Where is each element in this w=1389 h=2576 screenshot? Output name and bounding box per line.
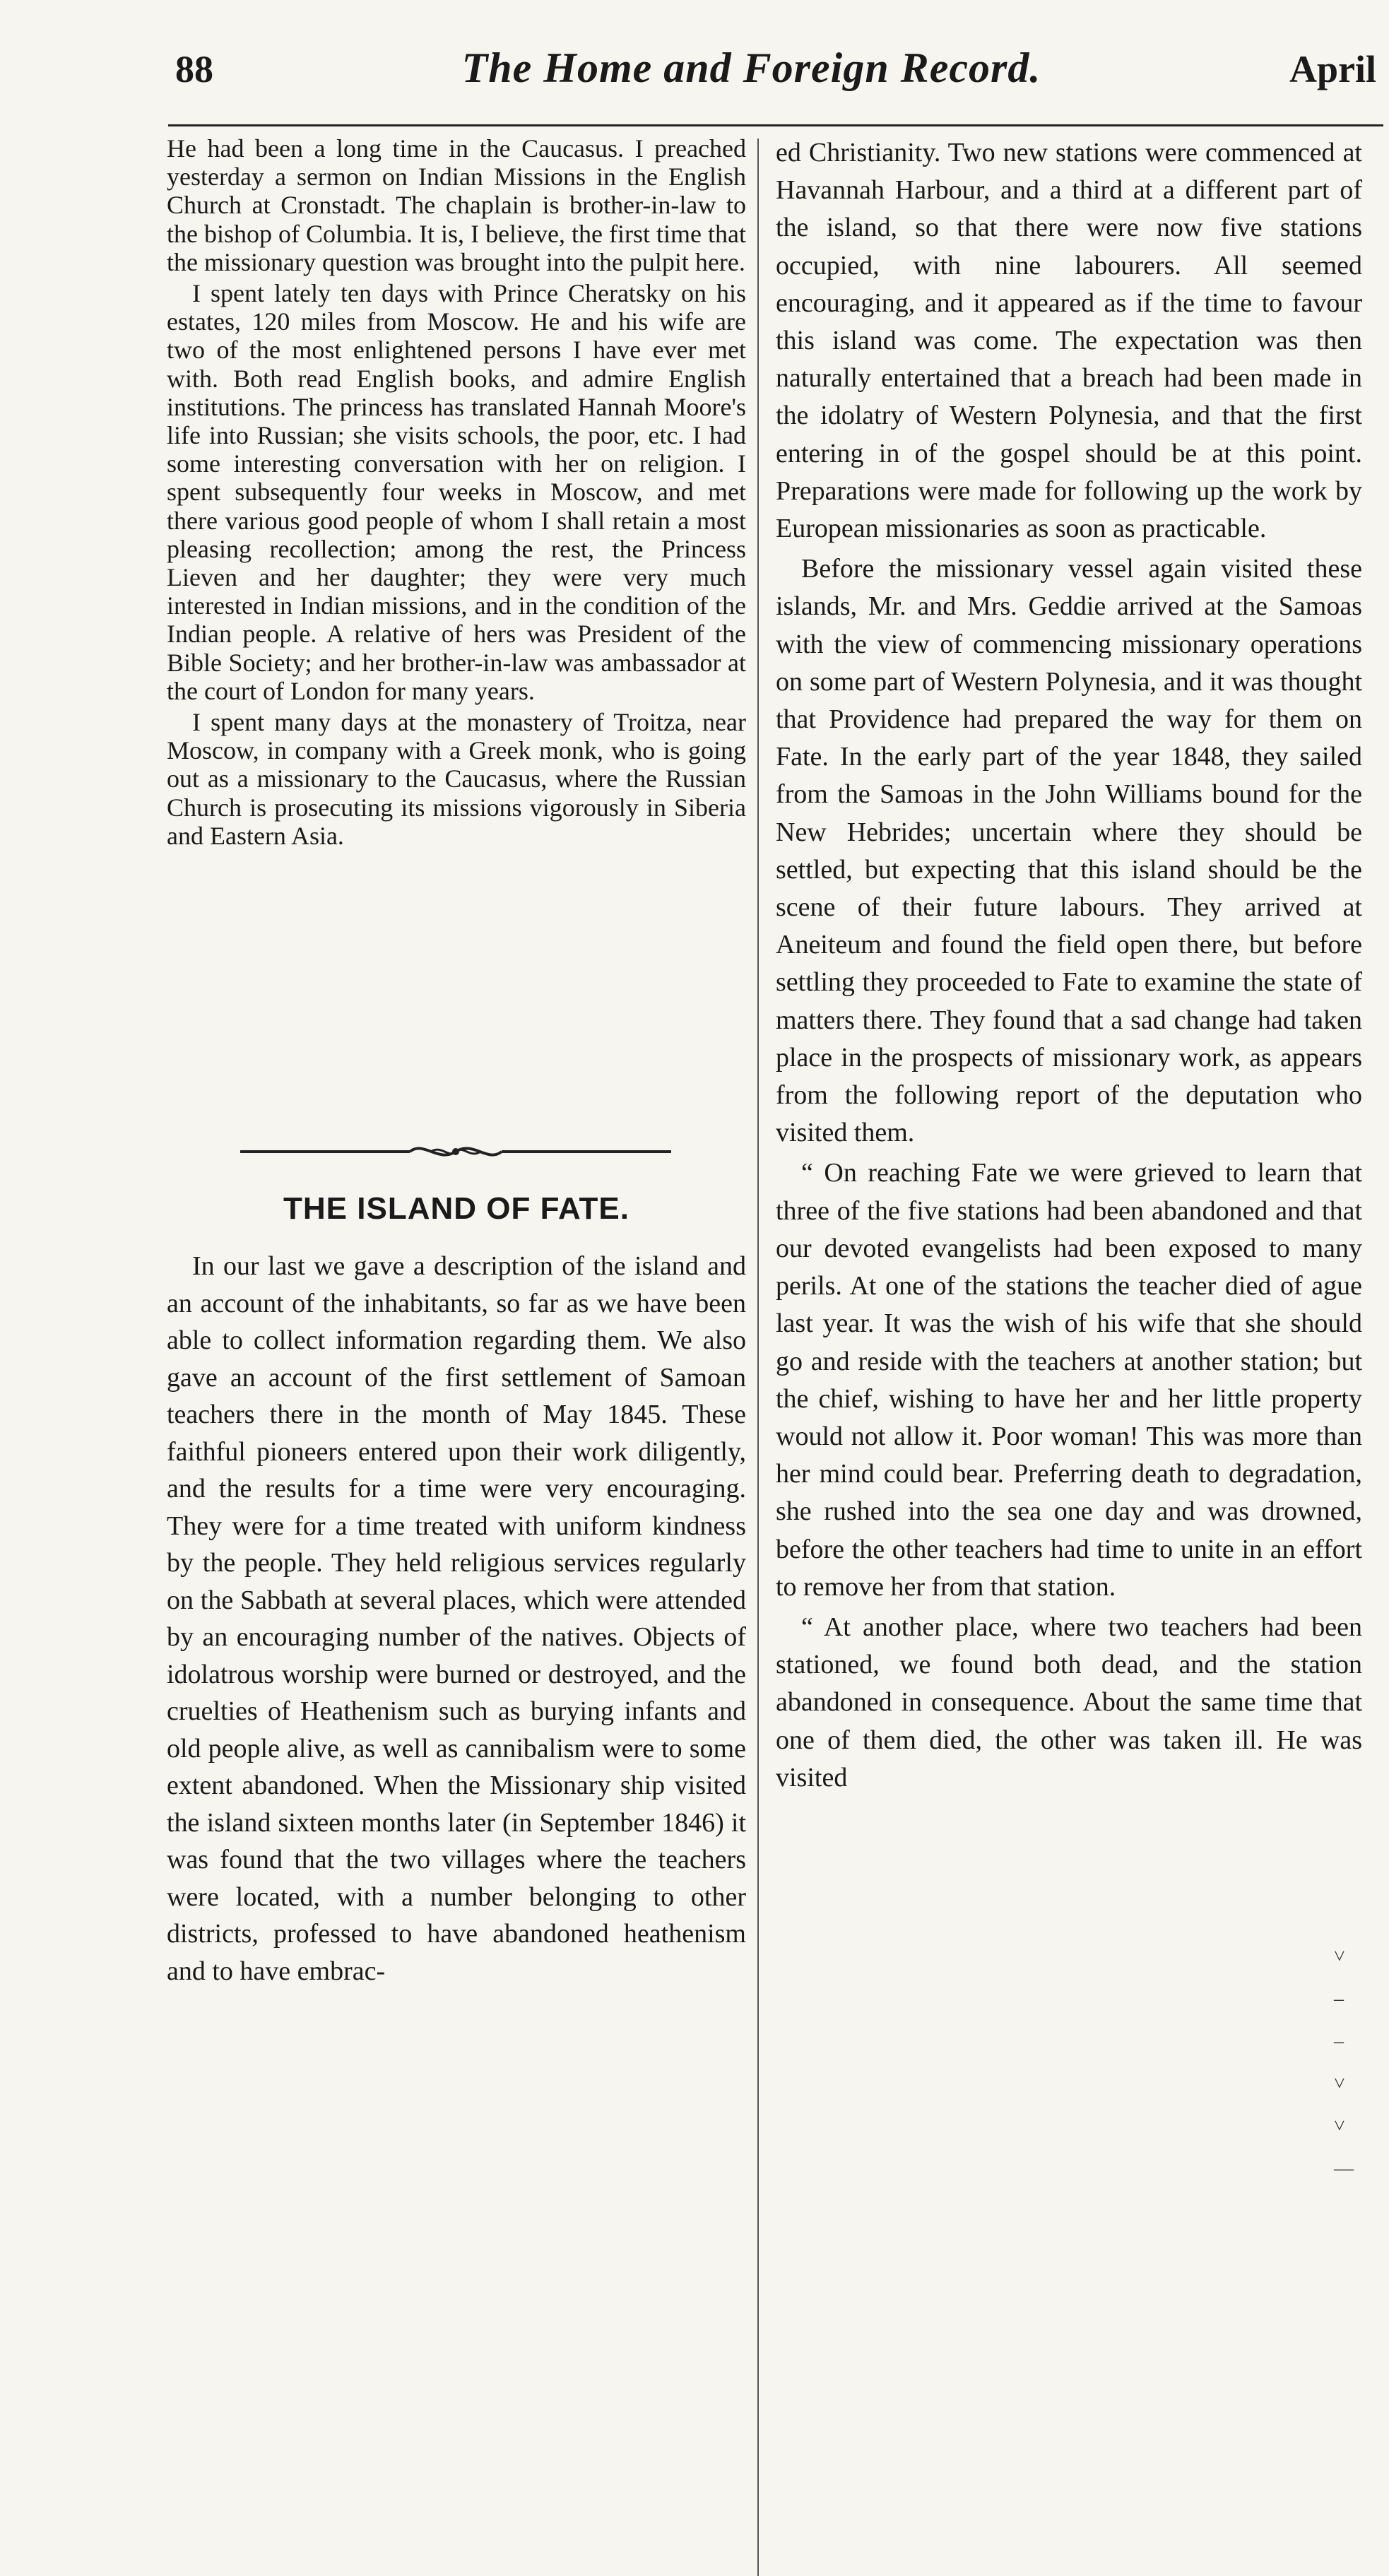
issue-month: April — [1289, 48, 1376, 90]
section-heading: THE ISLAND OF FATE. — [283, 1191, 630, 1226]
paragraph: In our last we gave a description of the island and an account of the inhabitants, so far as we have been able to collect information regarding them. We also gave an account of the first settlement of Samoan teachers there in the month of May 1845. These faithful pioneers entered upon their work diligently, and the results for a time were very encouraging. They were for a time treated with uniform kindness by the people. They held religious services regularly on the Sabbath at several places, which were attended by an encouraging number of the natives. Objects of idolatrous worship were burned or destroyed, and the cruelties of Heathenism such as burying infants and old people alive, as well as cannibalism were to some extent abandoned. When the Missionary ship visited the island sixteen months later (in September 1846) it was found that the two villages where the teachers were located, with a number belonging to other districts, professed to have abandoned heathenism and to have embrac- — [167, 1251, 746, 1986]
paragraph: I spent many days at the monastery of Troitza, near Moscow, in company with a Greek monk, who is going out as a missionary to the Caucasus, where the Russian Church is prosecuting its missions vigorously in Siberia and Eastern Asia. — [167, 708, 746, 850]
paragraph: “ On reaching Fate we were grieved to learn that three of the five stations had been abandoned and that our devoted evangelists had been exposed to many perils. At one of the stations the teacher died of ague last year. It was the wish of his wife that she should go and reside with the teachers at another station; but the chief, wishing to have her and her little property would not allow it. Poor woman! This was more than her mind could bear. Preferring death to degradation, she rushed into the sea one day and was drowned, before the other teachers had time to unite in an effort to remove her from that station. — [776, 1158, 1362, 1602]
journal-title: The Home and Foreign Record. — [461, 45, 1041, 91]
margin-marks: ˅ – – ˅ ˅ — — [1334, 1946, 1354, 2180]
paragraph: “ At another place, where two teachers had been stationed, we found both dead, and the station abandoned in consequence. About the same time that one of them died, the other was taken ill. He was visited — [776, 1612, 1362, 1792]
left-column — [167, 134, 746, 850]
paragraph: I spent lately ten days with Prince Cheratsky on his estates, 120 miles from Moscow. He and his wife are two of the most enlightened persons I have ever met with. Both read English books, and admire English institutions. The princess has translated Hannah Moore's life into Russian; she visits schools, the poor, etc. I had some interesting conversation with her on religion. I spent subsequently four weeks in Moscow, and met there various good people of whom I shall retain a most pleasing recollection; among the rest, the Princess Lieven and her daughter; they were very much interested in Indian missions, and in the condition of the Indian people. A relative of hers was President of the Bible Society; and her brother-in-law was ambassador at the court of London for many years. — [167, 279, 746, 705]
running-header — [175, 44, 1376, 100]
right-column — [776, 134, 1362, 1797]
page-number: 88 — [175, 48, 213, 90]
paragraph: ed Christianity. Two new stations were commenced at Havannah Harbour, and a third at a different part of the island, so that there were now five stations occupied, with nine labourers. All seemed encouraging, and it appeared as if the time to favour this island was come. The expectation was then naturally entertained that a breach had been made in the idolatry of Western Polynesia, and that the first entering in of the gospel should be at this point. Preparations were made for following up the work by European missionaries as soon as practicable. — [776, 138, 1362, 544]
header-rule — [168, 124, 1383, 126]
paragraph: He had been a long time in the Caucasus. I preached yesterday a sermon on Indian Missions in the English Church at Cronstadt. The chaplain is brother-in-law to the bishop of Columbia. It is, I believe, the first time that the missionary question was brought into the pulpit here. — [167, 134, 746, 276]
paragraph: Before the missionary vessel again visited these islands, Mr. and Mrs. Geddie arrived at the Samoas with the view of commencing missionary operations on some part of Western Polynesia, and it was thought that Providence had prepared the way for them on Fate. In the early part of the year 1848, they sailed from the Samoas in the John Williams bound for the New Hebrides; uncertain where they should be settled, but expecting that this island should be the scene of their future labours. They arrived at Aneiteum and found the field open there, but before settling they proceeded to Fate to examine the state of matters there. They found that a sad change had taken place in the prospects of missionary work, as appears from the following report of the deputation who visited them. — [776, 554, 1362, 1148]
left-column-article — [167, 1248, 746, 1990]
ornamental-divider — [233, 1138, 678, 1166]
column-divider — [757, 138, 759, 2576]
